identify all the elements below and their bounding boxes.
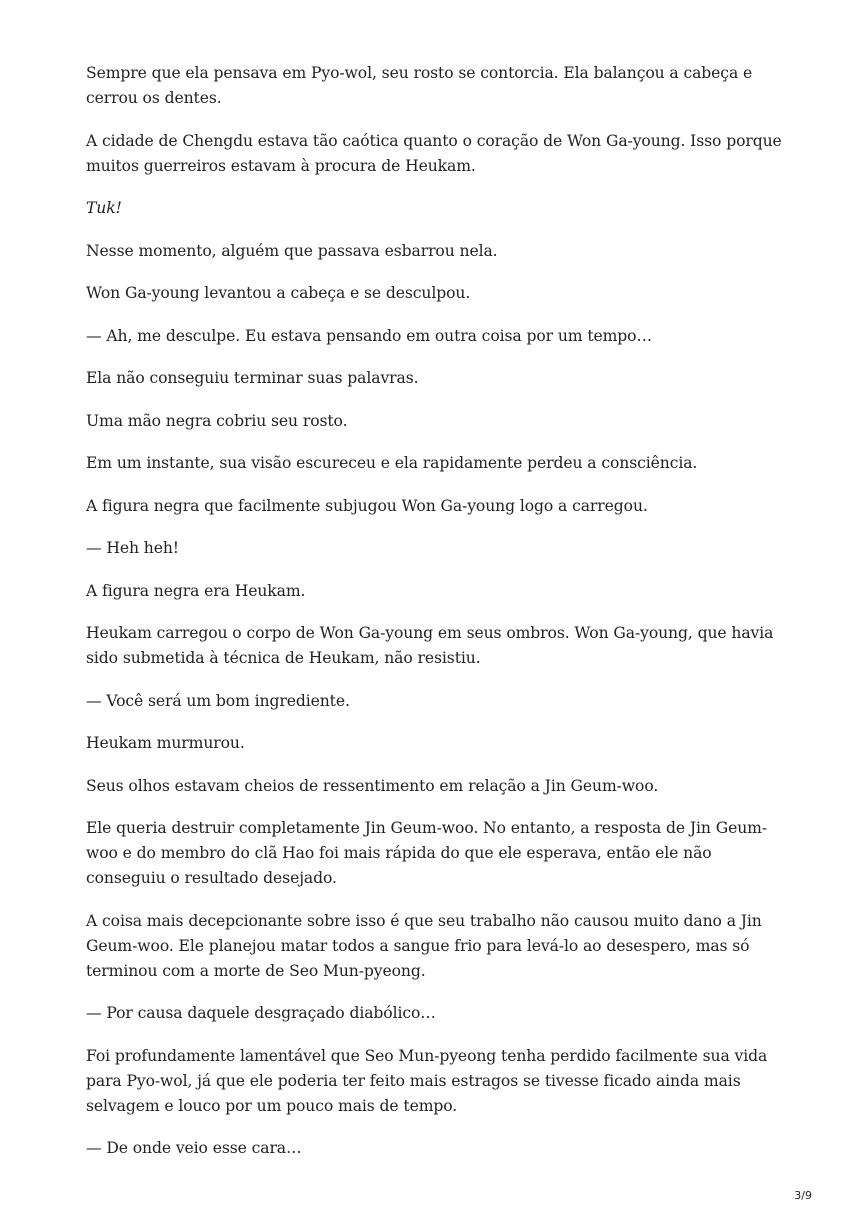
paragraph: Ela não conseguiu terminar suas palavras. bbox=[86, 369, 419, 387]
paragraph: Seus olhos estavam cheios de ressentimento em relação a Jin Geum-woo. bbox=[86, 776, 659, 795]
paragraph: Ele queria destruir completamente Jin Geum-woo. No entanto, a resposta de Jin Geum-woo e do membro do clã Hao foi mais rápida do que ele esperava, então ele não conseguiu o resultado desejado. bbox=[86, 819, 768, 887]
paragraph: — Heh heh! bbox=[86, 539, 179, 557]
paragraph: Sempre que ela pensava em Pyo-wol, seu rosto se contorcia. Ela balançou a cabeça e cerrou os dentes. bbox=[86, 64, 753, 107]
paragraph: A coisa mais decepcionante sobre isso é que seu trabalho não causou muito dano a Jin Geum-woo. Ele planejou matar todos a sangue frio para levá-lo ao desespero, mas só terminou com a morte de Seo Mun-pyeong. bbox=[86, 911, 762, 980]
paragraph: — Ah, me desculpe. Eu estava pensando em outra coisa por um tempo… bbox=[86, 326, 652, 345]
paragraph: Won Ga-young levantou a cabeça e se desculpou. bbox=[86, 284, 471, 302]
paragraph: Tuk! bbox=[86, 199, 122, 217]
paragraph: Heukam carregou o corpo de Won Ga-young em seus ombros. Won Ga-young, que havia sido submetida à técnica de Heukam, não resistiu. bbox=[86, 624, 774, 667]
paragraph: — Por causa daquele desgraçado diabólico… bbox=[86, 1004, 436, 1022]
paragraph: A figura negra era Heukam. bbox=[86, 581, 306, 600]
page-number: 3/9 bbox=[794, 1189, 812, 1202]
paragraph: A cidade de Chengdu estava tão caótica quanto o coração de Won Ga-young. Isso porque muitos guerreiros estavam à procura de Heukam. bbox=[86, 131, 782, 175]
paragraph: Foi profundamente lamentável que Seo Mun-pyeong tenha perdido facilmente sua vida para Pyo-wol, já que ele poderia ter feito mais estragos se tivesse ficado ainda mais selvagem e louco por um pouco mais de tempo. bbox=[86, 1046, 768, 1115]
paragraph: Uma mão negra cobriu seu rosto. bbox=[86, 411, 348, 430]
paragraph: Nesse momento, alguém que passava esbarrou nela. bbox=[86, 241, 498, 260]
document-body bbox=[86, 61, 786, 1179]
paragraph: A figura negra que facilmente subjugou Won Ga-young logo a carregou. bbox=[86, 496, 648, 515]
paragraph: — De onde veio esse cara… bbox=[86, 1139, 302, 1157]
paragraph: — Você será um bom ingrediente. bbox=[86, 691, 350, 710]
paragraph: Heukam murmurou. bbox=[86, 734, 245, 752]
paragraph: Em um instante, sua visão escureceu e ela rapidamente perdeu a consciência. bbox=[86, 454, 698, 472]
